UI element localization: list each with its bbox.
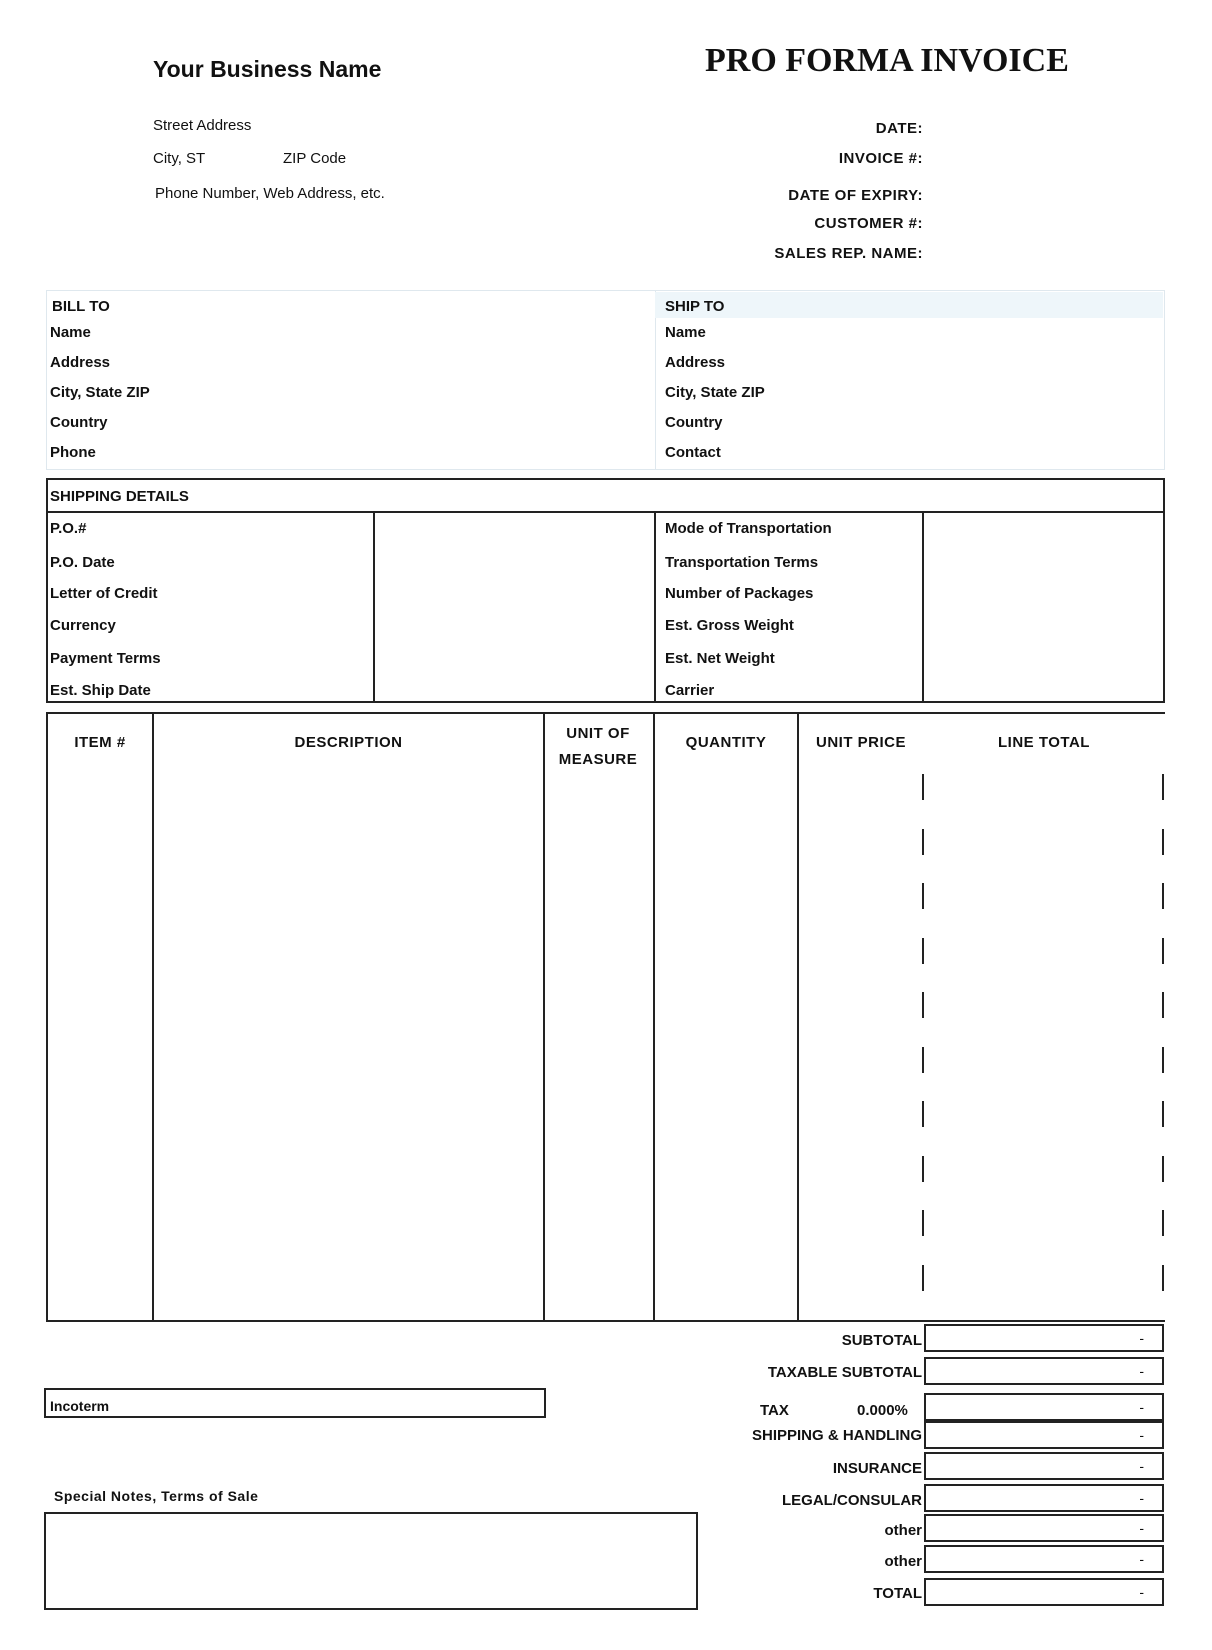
dash: [1162, 1210, 1164, 1236]
shipping-divider-1: [373, 511, 375, 701]
col-line-total: LINE TOTAL: [998, 734, 1090, 751]
items-col-divider-2: [543, 712, 545, 1322]
items-col-divider-4: [797, 712, 799, 1322]
date-label: DATE:: [875, 120, 923, 137]
expiry-date-label: DATE OF EXPIRY:: [788, 187, 923, 204]
col-item-number: ITEM #: [74, 734, 126, 751]
subtotal-value[interactable]: -: [924, 1324, 1164, 1352]
dash: [922, 1101, 924, 1127]
dash: [1162, 774, 1164, 800]
shipping-details-title: SHIPPING DETAILS: [50, 488, 189, 505]
dash: [922, 829, 924, 855]
transport-mode-label: Mode of Transportation: [665, 520, 832, 537]
ship-to-country: Country: [665, 414, 723, 431]
dash: [1162, 1047, 1164, 1073]
po-date-label: P.O. Date: [50, 554, 115, 571]
sales-rep-label: SALES REP. NAME:: [774, 245, 923, 262]
dash: [1162, 829, 1164, 855]
ship-to-title: SHIP TO: [665, 298, 725, 315]
total-value[interactable]: -: [924, 1578, 1164, 1606]
tax-rate: 0.000%: [857, 1402, 908, 1419]
shipping-divider-3: [922, 511, 924, 701]
insurance-label: INSURANCE: [832, 1460, 922, 1477]
special-notes-box[interactable]: [44, 1512, 698, 1610]
shipping-handling-value[interactable]: -: [924, 1421, 1164, 1449]
bill-to-address: Address: [50, 354, 111, 371]
other-value-1[interactable]: -: [924, 1514, 1164, 1542]
bill-to-section: [46, 290, 656, 470]
bill-to-country: Country: [50, 414, 108, 431]
shipping-divider-2: [654, 511, 656, 701]
tax-label: TAX: [760, 1402, 789, 1419]
ship-to-address: Address: [665, 354, 726, 371]
dash: [1162, 1101, 1164, 1127]
bill-to-phone: Phone: [50, 444, 96, 461]
dash: [922, 992, 924, 1018]
shipping-header-divider: [46, 511, 1165, 513]
currency-label: Currency: [50, 617, 116, 634]
legal-consular-value[interactable]: -: [924, 1484, 1164, 1512]
dash: [1162, 938, 1164, 964]
contact-info: Phone Number, Web Address, etc.: [155, 185, 385, 202]
total-label: TOTAL: [873, 1585, 922, 1602]
zip-code: ZIP Code: [283, 150, 347, 167]
carrier-label: Carrier: [665, 682, 715, 699]
incoterm-field[interactable]: [44, 1388, 546, 1418]
other-label-2: other: [884, 1553, 922, 1570]
dash: [922, 1047, 924, 1073]
taxable-subtotal-label: TAXABLE SUBTOTAL: [767, 1364, 922, 1381]
dash: [922, 1156, 924, 1182]
other-value-2[interactable]: -: [924, 1545, 1164, 1573]
ship-to-name: Name: [665, 324, 706, 341]
dash: [1162, 1265, 1164, 1291]
bill-to-name: Name: [50, 324, 91, 341]
ship-to-city: City, State ZIP: [665, 384, 765, 401]
other-label-1: other: [884, 1522, 922, 1539]
package-count-label: Number of Packages: [665, 585, 814, 602]
col-unit-of-measure: UNIT OF MEASURE: [558, 725, 638, 768]
city-state: City, ST: [153, 150, 206, 167]
po-number-label: P.O.#: [50, 520, 87, 537]
ship-to-contact: Contact: [665, 444, 721, 461]
payment-terms-label: Payment Terms: [50, 650, 161, 667]
items-col-divider-3: [653, 712, 655, 1322]
col-description: DESCRIPTION: [294, 734, 403, 751]
col-unit-price: UNIT PRICE: [815, 734, 906, 751]
net-weight-label: Est. Net Weight: [665, 650, 775, 667]
taxable-subtotal-value[interactable]: -: [924, 1357, 1164, 1385]
gross-weight-label: Est. Gross Weight: [665, 617, 794, 634]
street-address: Street Address: [153, 117, 252, 134]
dash: [922, 1210, 924, 1236]
insurance-value[interactable]: -: [924, 1452, 1164, 1480]
subtotal-label: SUBTOTAL: [841, 1332, 922, 1349]
dash: [922, 1265, 924, 1291]
incoterm-label: Incoterm: [50, 1398, 110, 1414]
dash: [1162, 992, 1164, 1018]
letter-of-credit-label: Letter of Credit: [50, 585, 158, 602]
bill-to-title: BILL TO: [52, 298, 110, 315]
tax-value[interactable]: -: [924, 1393, 1164, 1421]
business-name: Your Business Name: [153, 56, 382, 82]
invoice-number-label: INVOICE #:: [838, 150, 923, 167]
items-col-divider-1: [152, 712, 154, 1322]
ship-to-header-bg: [655, 292, 1163, 318]
dash: [922, 774, 924, 800]
transport-terms-label: Transportation Terms: [665, 554, 819, 571]
shipping-handling-label: SHIPPING & HANDLING: [751, 1427, 922, 1444]
special-notes-label: Special Notes, Terms of Sale: [54, 1488, 259, 1504]
col-quantity: QUANTITY: [685, 734, 767, 751]
items-table: [46, 712, 1165, 1322]
legal-consular-label: LEGAL/CONSULAR: [782, 1492, 922, 1509]
est-ship-date-label: Est. Ship Date: [50, 682, 151, 699]
bill-to-city: City, State ZIP: [50, 384, 150, 401]
page-title: PRO FORMA INVOICE: [705, 42, 1069, 79]
dash: [1162, 1156, 1164, 1182]
customer-number-label: CUSTOMER #:: [814, 215, 923, 232]
dash: [922, 938, 924, 964]
dash: [1162, 883, 1164, 909]
dash: [922, 883, 924, 909]
